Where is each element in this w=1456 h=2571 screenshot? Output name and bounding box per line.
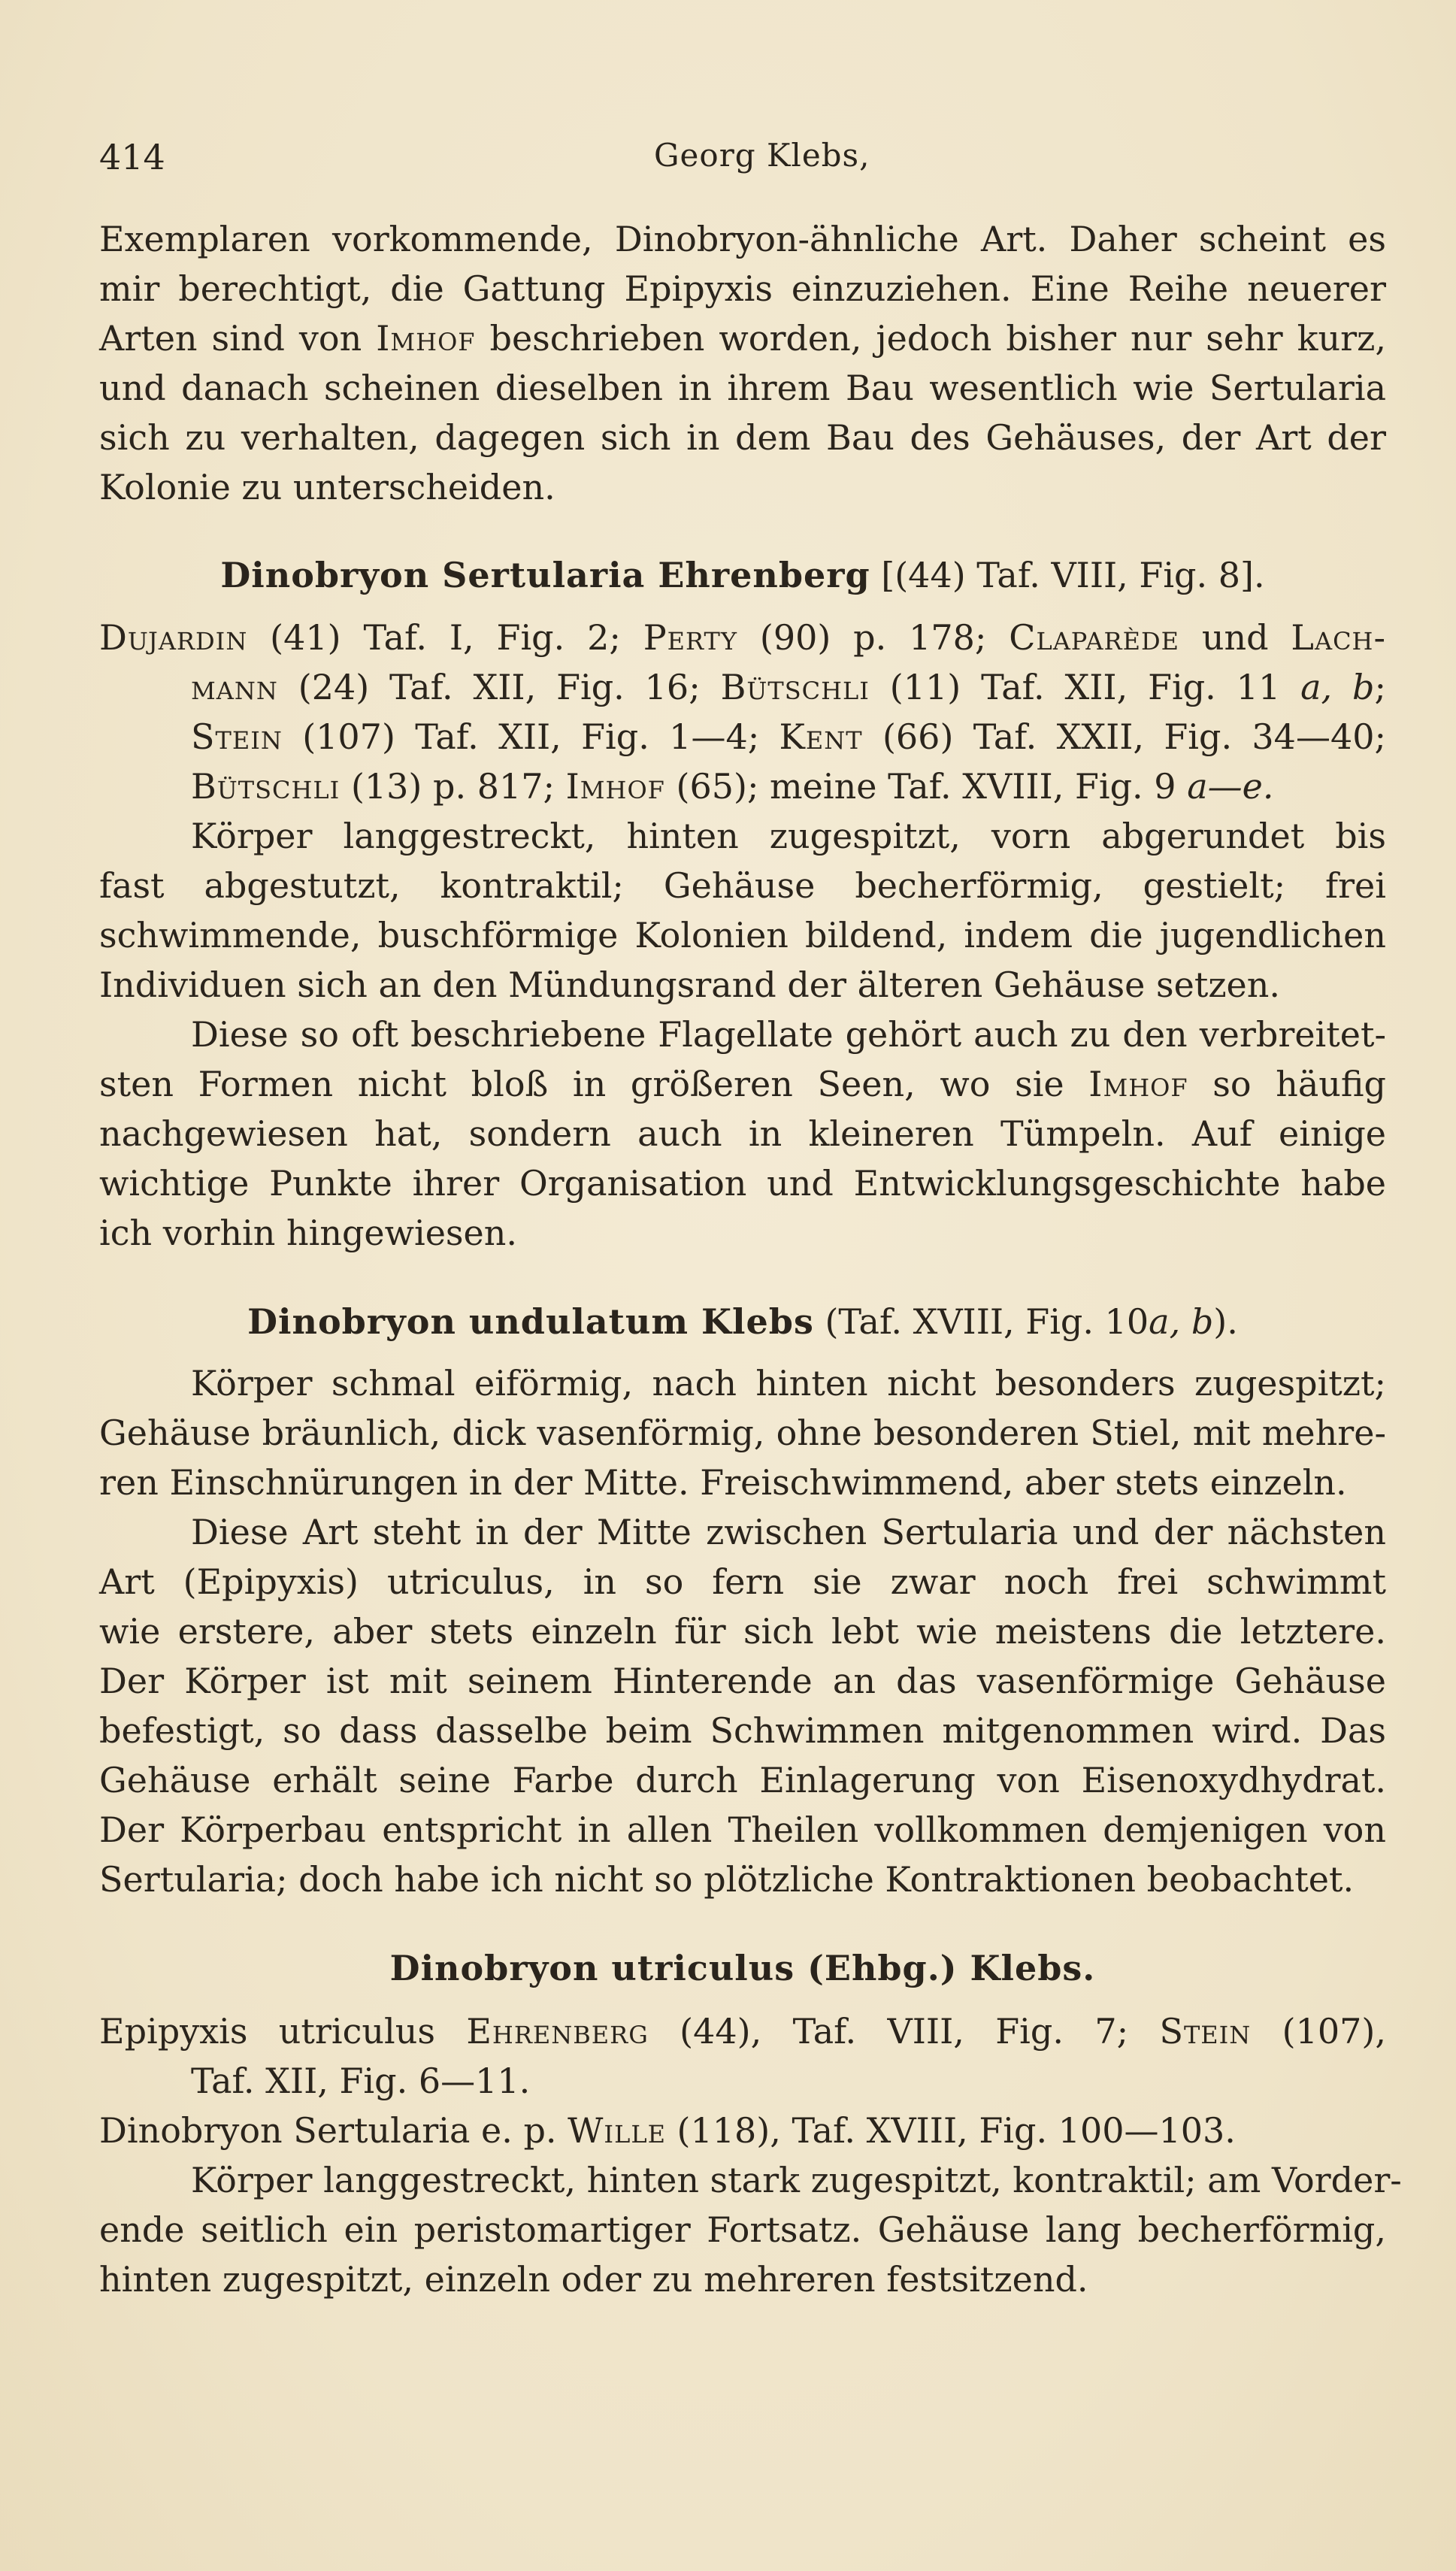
- species-heading: Dinobryon undulatum Klebs (Taf. XVIII, Fig. 10a, b).: [247, 1301, 1238, 1342]
- text-line: Körper schmal eiförmig, nach hinten nicht besonders zugespitzt;: [191, 1363, 1386, 1404]
- text-line: Sertularia; doch habe ich nicht so plötzliche Kontraktionen beobachtet.: [99, 1859, 1355, 1900]
- synonymy-line: Bütschli (13) p. 817; Imhof (65); meine Taf. XVIII, Fig. 9 a—e.: [191, 766, 1274, 807]
- text-line: Körper langgestreckt, hinten stark zugespitzt, kontraktil; am Vorder-: [191, 2160, 1402, 2200]
- page-header: [0, 137, 1456, 189]
- author-name: Imhof: [1088, 1064, 1188, 1104]
- text-line: sich zu verhalten, dagegen sich in dem Bau des Gehäuses, der Art der: [99, 417, 1386, 458]
- text-line: Exemplaren vorkommende, Dinobryon-ähnliche Art. Daher scheint es: [99, 219, 1386, 259]
- synonymy-line: Dujardin (41) Taf. I, Fig. 2; Perty (90) p. 178; Claparède und Lach-: [99, 617, 1386, 658]
- text-line: Kolonie zu unterscheiden.: [99, 467, 555, 507]
- text-line: Arten sind von Imhof beschrieben worden, jedoch bisher nur sehr kurz,: [99, 318, 1386, 359]
- text-line: befestigt, so dass dasselbe beim Schwimmen mitgenommen wird. Das: [99, 1710, 1386, 1751]
- synonymy-line: Dinobryon Sertularia e. p. Wille (118), Taf. XVIII, Fig. 100—103.: [99, 2110, 1236, 2151]
- running-title: Georg Klebs,: [654, 137, 870, 174]
- text-line: Der Körper ist mit seinem Hinterende an das vasenförmige Gehäuse: [99, 1661, 1386, 1701]
- text-line: Gehäuse bräunlich, dick vasenförmig, ohne besonderen Stiel, mit mehre-: [99, 1413, 1386, 1453]
- text-line: Gehäuse erhält seine Farbe durch Einlagerung von Eisenoxydhydrat.: [99, 1760, 1386, 1800]
- synonymy-line: Stein (107) Taf. XII, Fig. 1—4; Kent (66) Taf. XXII, Fig. 34—40;: [191, 716, 1386, 757]
- text-line: schwimmende, buschförmige Kolonien bildend, indem die jugendlichen: [99, 915, 1386, 955]
- text-line: und danach scheinen dieselben in ihrem Bau wesentlich wie Sertularia: [99, 368, 1386, 408]
- text-line: wichtige Punkte ihrer Organisation und Entwicklungsgeschichte habe: [99, 1163, 1386, 1204]
- text-line: ende seitlich ein peristomartiger Fortsatz. Gehäuse lang becherförmig,: [99, 2209, 1386, 2250]
- author-name: Imhof: [376, 318, 476, 359]
- text-line: Individuen sich an den Mündungsrand der älteren Gehäuse setzen.: [99, 965, 1281, 1005]
- synonymy-line: Taf. XII, Fig. 6—11.: [191, 2061, 531, 2101]
- text-line: wie erstere, aber stets einzeln für sich lebt wie meistens die letztere.: [99, 1611, 1386, 1652]
- text-line: fast abgestutzt, kontraktil; Gehäuse becherförmig, gestielt; frei: [99, 865, 1386, 906]
- synonymy-line: Epipyxis utriculus Ehrenberg (44), Taf. VIII, Fig. 7; Stein (107),: [99, 2011, 1386, 2052]
- text-line: sten Formen nicht bloß in größeren Seen, wo sie Imhof so häufig: [99, 1064, 1387, 1104]
- species-heading: Dinobryon utriculus (Ehbg.) Klebs.: [389, 1948, 1096, 1988]
- species-heading: Dinobryon Sertularia Ehrenberg [(44) Taf. VIII, Fig. 8].: [220, 555, 1265, 595]
- text-line: nachgewiesen hat, sondern auch in kleineren Tümpeln. Auf einige: [99, 1113, 1386, 1154]
- text-line: Der Körperbau entspricht in allen Theilen vollkommen demjenigen von: [99, 1809, 1386, 1850]
- text-line: ren Einschnürungen in der Mitte. Freischwimmend, aber stets einzeln.: [99, 1462, 1347, 1503]
- text-line: Diese so oft beschriebene Flagellate gehört auch zu den verbreitet-: [191, 1014, 1386, 1055]
- text-line: mir berechtigt, die Gattung Epipyxis einzuziehen. Eine Reihe neuerer: [99, 268, 1386, 309]
- page-number: 414: [99, 137, 165, 177]
- text-line: Körper langgestreckt, hinten zugespitzt, vorn abgerundet bis: [191, 816, 1386, 856]
- text-line: Diese Art steht in der Mitte zwischen Sertularia und der nächsten: [191, 1512, 1386, 1552]
- synonymy-line: mann (24) Taf. XII, Fig. 16; Bütschli (11) Taf. XII, Fig. 11 a, b;: [191, 667, 1386, 707]
- text-line: Art (Epipyxis) utriculus, in so fern sie zwar noch frei schwimmt: [99, 1561, 1386, 1602]
- text-line: hinten zugespitzt, einzeln oder zu mehreren festsitzend.: [99, 2259, 1088, 2300]
- text-line: ich vorhin hingewiesen.: [99, 1213, 517, 1253]
